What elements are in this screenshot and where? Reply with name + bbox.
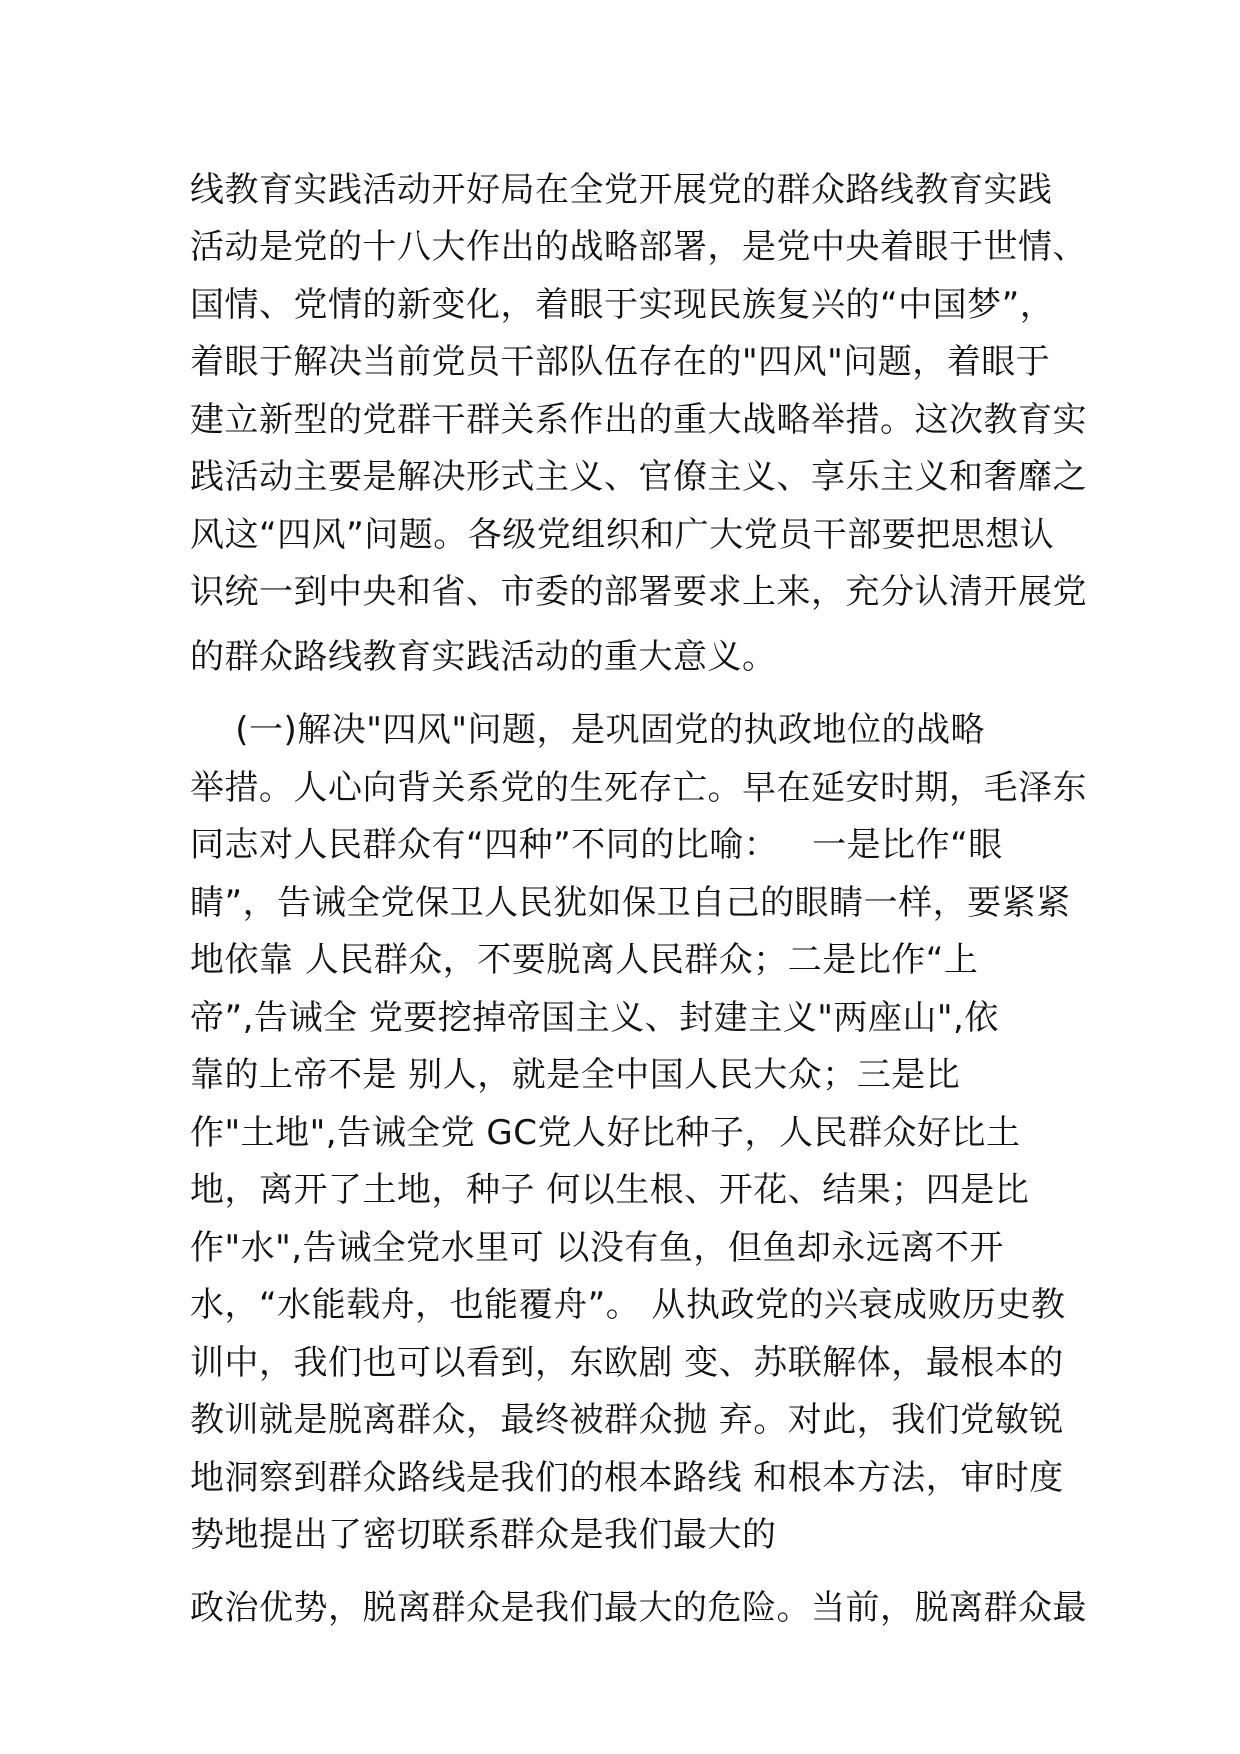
text-line-1: 线教育实践活动开好局在全党开展党的群众路线教育实践 bbox=[190, 170, 1053, 210]
text-line-5: 建立新型的党群干群关系作出的重大战略举措。这次教育实 bbox=[190, 400, 1087, 440]
text-line-16: 靠的上帝不是 别人，就是全中国人民大众；三是比 bbox=[190, 1055, 961, 1095]
text-line-11: 举措。人心向背关系党的生死存亡。早在延安时期，毛泽东 bbox=[190, 768, 1087, 808]
text-line-14: 地依靠 人民群众，不要脱离人民群众；二是比作“上 bbox=[190, 940, 979, 980]
text-line-10: (一)解决"四风"问题，是巩固党的执政地位的战略 bbox=[190, 710, 986, 750]
text-line-17: 作"土地",告诫全党 GC党人好比种子，人民群众好比土 bbox=[190, 1113, 1021, 1153]
text-line-20: 水，“水能载舟，也能覆舟”。 从执政党的兴衰成败历史教 bbox=[190, 1285, 1066, 1325]
text-line-12: 同志对人民群众有“四种”不同的比喻： 一是比作“眼 bbox=[190, 825, 1003, 865]
text-line-13: 睛”，告诫全党保卫人民犹如保卫自己的眼睛一样，要紧紧 bbox=[190, 883, 1071, 923]
text-line-9: 的群众路线教育实践活动的重大意义。 bbox=[190, 637, 777, 677]
text-line-8: 识统一到中央和省、市委的部署要求上来，充分认清开展党 bbox=[190, 572, 1087, 612]
text-line-25: 政治优势，脱离群众是我们最大的危险。当前，脱离群众最 bbox=[190, 1588, 1087, 1628]
text-line-22: 教训就是脱离群众，最终被群众抛 弃。对此，我们党敏锐 bbox=[190, 1400, 1064, 1440]
text-line-3: 国情、党情的新变化，着眼于实现民族复兴的“中国梦”， bbox=[190, 285, 1055, 325]
text-line-21: 训中，我们也可以看到，东欧剧 变、苏联解体，最根本的 bbox=[190, 1343, 1064, 1383]
text-line-6: 践活动主要是解决形式主义、官僚主义、享乐主义和奢靡之 bbox=[190, 457, 1087, 497]
text-line-4: 着眼于解决当前党员干部队伍存在的"四风"问题，着眼于 bbox=[190, 342, 1051, 382]
text-line-19: 作"水",告诫全党水里可 以没有鱼，但鱼却永远离不开 bbox=[190, 1228, 1004, 1268]
text-line-24: 势地提出了密切联系群众是我们最大的 bbox=[190, 1515, 777, 1555]
text-line-15: 帝”,告诫全 党要挖掉帝国主义、封建主义"两座山",依 bbox=[190, 998, 999, 1038]
text-line-2: 活动是党的十八大作出的战略部署，是党中央着眼于世情、 bbox=[190, 227, 1087, 267]
text-line-7: 风这“四风”问题。各级党组织和广大党员干部要把思想认 bbox=[190, 515, 1055, 555]
text-line-23: 地洞察到群众路线是我们的根本路线 和根本方法，审时度 bbox=[190, 1458, 1064, 1498]
text-line-18: 地，离开了土地，种子 何以生根、开花、结果；四是比 bbox=[190, 1170, 1030, 1210]
